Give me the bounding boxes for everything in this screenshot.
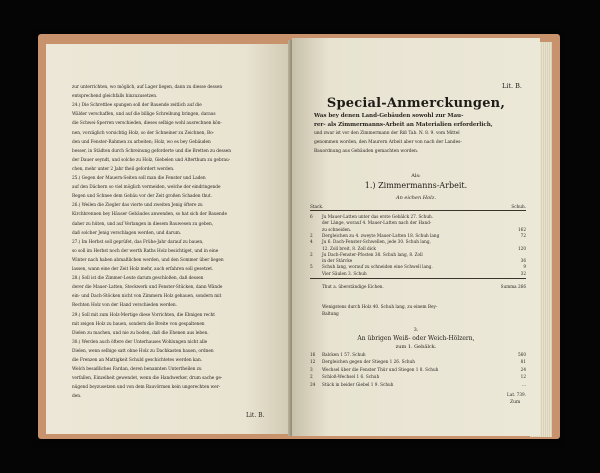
row-value: 32 [520, 270, 526, 276]
row-value: 72 [520, 232, 526, 238]
row-text: Dergleichen zu 4. zweyte Mauer-Latten 18. Schuh lang [322, 232, 440, 238]
row-text: in der Stärcke [322, 258, 353, 264]
left-text-line: Rechten Holz von der Hand verschieden werden. [72, 303, 177, 309]
left-text-line: Wälder verschaffen, und auf die billige Schreibung bringen, daraus [72, 112, 216, 118]
table-row [310, 214, 526, 219]
table-row [310, 359, 526, 364]
section-subtitle: An eichen Holz. [396, 195, 436, 201]
col-schuh: Schuh. [511, 204, 526, 209]
subtitle-line: Was bey denen Land-Gebäuden sowohl zur Mau- [314, 113, 464, 119]
left-text-line: 25.) Gegen der Mauern-Seiten soll man die Fenster und Laden [72, 176, 206, 181]
table-row [310, 382, 526, 387]
section3-label: 3. [413, 327, 419, 333]
row-value: 560 [518, 352, 526, 357]
left-text-line: nen, vorzäglich vorsichtig Holz, so der Schneiner zu Zeichnen, Bo- [72, 130, 215, 136]
row-qty: 2 [310, 232, 313, 238]
row-value: 12 [520, 374, 526, 380]
left-text-line: die Schwei-Sperren verschieden, dieses selbige wohl ausrechnen kön- [72, 121, 222, 127]
row-qty: 4 [310, 239, 313, 245]
left-text-line: verfallen, Einzelheit gewendet, wenn die Handwerker, drum sache ge- [72, 376, 223, 382]
row-text: der Länge, worauf 4. Mauer-Latten nach der Hand- [322, 220, 432, 226]
left-text-line: 27.) Im Herbst soll geprüfet, das Frühe-Jahr darauf zu bauen, [72, 239, 204, 245]
left-text-line: Dielen, wenn selbige satt ohne Holz zu Dachkasten bauen, ordnen [72, 348, 214, 354]
left-text-line: 24.) Die Schrettlee spungen soll der Bauende zeitlich auf die [72, 103, 202, 109]
total-label: Thut a. überständige Eichen. [322, 284, 384, 289]
left-text-line: derer die Mauer-Latten, Steckwerk und Fenster-Stücken, dann Wände [72, 285, 223, 291]
row-qty: 16 [310, 352, 316, 357]
left-text-line: entsprechend gleichfalls hinzuzusetzen. [72, 94, 158, 100]
page-signature: Lit. B. [502, 82, 522, 90]
left-text-line: daß solcher Jenig verschlagen werden, und darum. [72, 230, 182, 236]
left-text-line: den. [72, 394, 82, 400]
row-value: 24 [520, 366, 526, 372]
left-text-line: Kirchbrennen bey Häuser Gebäudes anwenden, so hat sich der Bauende [72, 212, 227, 218]
total-rule [310, 278, 526, 279]
left-text-line: den und Fenster-Rahmen zu arbeiten; Holz, wo es bey Gebäuden [72, 139, 211, 145]
left-text-line: lassen, wann eine der Zeit Holz mehr, auch erfahren soll gesetzet. [72, 267, 214, 272]
row-text: Schuh lang, worauf zu schneiden eine Schwell lang. [322, 264, 433, 270]
left-page [46, 44, 294, 434]
left-text-line: 30.) Werden auch öftere der Unterhauses Wohlungen nicht alle [72, 339, 208, 345]
table-row [310, 233, 526, 238]
table-row [310, 252, 526, 257]
left-text-line: daher zu hüten, und auf Verlangen in diesem Bauwesen zu geben, [72, 221, 214, 227]
left-text-line: Dielen zu machen, und nie zu boden, daß die Ehenen aus leben. [72, 330, 209, 336]
table-row [310, 258, 526, 263]
table-row [310, 352, 526, 357]
left-text-line: der Dauer seyndt, und solche zu Holz, Giebelen und Alterthum zu gebrau- [72, 157, 231, 163]
row-value: 162 [518, 226, 526, 232]
row-text: 12. Zoll breit, 8. Zoll dick [322, 245, 376, 251]
note-line: Wenigstens durch Holz 40. Schuh lang, zu einem Bey- [322, 305, 438, 310]
right-catchword: Zum [510, 400, 521, 405]
row-qty: 12 [310, 359, 316, 365]
row-qty: 2 [310, 251, 313, 257]
table-row [310, 374, 526, 379]
left-text-line: Regen und Schnee dem Gebäu vor der Zeit großen Schaden thut. [72, 194, 212, 200]
row-value: 9 [523, 264, 526, 270]
row-text: Dergleichen gegen der Stiegen 1 26. Schuh [322, 359, 415, 365]
row-qty: 2 [310, 374, 313, 380]
row-value: 36 [520, 258, 526, 264]
table-row [310, 220, 526, 225]
table-row [310, 367, 526, 372]
subtitle-line: und zwar ist vor den Zimmermann der Riß Tab. N. 8. 9. vom Mittel [314, 131, 460, 136]
left-text-line: Welch besaßliches Fardan, deren benannten Untertheilen zu [72, 367, 202, 373]
row-text: Ju Mauer-Latten unter das erste Gebälck 27. Schuh. [322, 214, 434, 219]
total-row [322, 284, 526, 289]
left-text-line: mit zeigen Holz zu bauen, sondern die Breite von gespaltenen [72, 321, 205, 327]
row-text: Vier Säulen 3. Schuh [322, 270, 367, 276]
table-row [310, 246, 526, 251]
row-text: zu schneiden. [322, 226, 352, 232]
row-value: 120 [518, 245, 526, 251]
left-text-line: chen, mehr unter 2 Jahr theil gefordert werden. [72, 166, 175, 172]
page-title: Special-Anmerckungen, [326, 96, 506, 111]
row-text: Balcken 1 57. Schuh [322, 352, 366, 357]
subtitle-line: rer- als Zimmermanns-Arbeit an Materialien erforderlich, [314, 122, 493, 128]
left-text-line: besser, in Städten durch Schreinung geforderte und die Bretten zu dessen [72, 148, 231, 154]
left-text-line: nügend beyzusetzen und von dem Bauvörmen kein ungerechten wer- [72, 385, 221, 391]
left-text-line: 29.) Soll mit zum Holz-Mertige diese Vorrichten, die Ebnigen recht [72, 312, 215, 318]
left-text-line: zur unterrichten, wo möglich, auf Lager liegen, dann zu diesse dessen [72, 85, 223, 90]
section-label: Als: [411, 173, 421, 179]
left-text-line: auf den Dächern so viel möglich vermeiden, welche der eindringende [72, 185, 221, 191]
row-value: ... [522, 381, 526, 387]
row-qty: 3 [310, 366, 313, 372]
left-text-line: ein- und Dach-Stöcken nicht von Zimmern Holz gehauen, sondern mit [72, 294, 222, 300]
bottom-total-value: Lat. 739. [507, 392, 526, 397]
left-text-line: die Frenzen an Mattigkeit Schuld geschichtetes werden kan. [72, 358, 202, 363]
note-line: Baltung [322, 312, 339, 317]
row-value: 81 [520, 359, 526, 365]
row-text: Wechsel über die Fenster Thür und Stiegen 1 8. Schuh [322, 366, 439, 372]
col-stack: Stack. [310, 204, 324, 209]
left-text-line: 28.) Soll ist die Zimmer-Leute darum geschloßen, daß dessen [72, 276, 204, 282]
row-qty: 24 [310, 381, 316, 387]
table-row [310, 271, 526, 276]
total-value: Summa 266 [500, 284, 526, 289]
table-row [310, 239, 526, 244]
subtitle-line: Bauordnung aus Gebäuden gemachten worden. [314, 149, 419, 154]
section-title: 1.) Zimmermanns-Arbeit. [364, 181, 468, 190]
row-text: Stück in beider Giebel 1 9. Schuh [322, 381, 394, 387]
left-catchword: Lit. B. [246, 412, 265, 419]
section3-subtitle: zum 1. Gebälck. [395, 344, 437, 350]
row-text: Ju Dach-Fenster-Pfosten 38. Schuh lang, 8. Zoll [322, 251, 423, 257]
row-text: Schloß-Wechsel 1 6. Schuh [322, 374, 380, 380]
open-book [30, 26, 558, 444]
table-row [310, 264, 526, 269]
row-qty: 6 [310, 214, 313, 219]
left-text-line: 26.) Weilen die Ziegler das vierte und zweiten Jenig öftere zu [72, 203, 203, 209]
table-row [310, 227, 526, 232]
right-page [292, 38, 540, 436]
section3-title: An übrigen Weiß- oder Weich-Hölzern, [357, 335, 475, 342]
table-header [310, 204, 526, 209]
subtitle-line: genommen worden, den Maurern Arbeit aber von nach der Landes- [314, 140, 462, 145]
table-rule [310, 210, 526, 211]
row-qty: 5 [310, 264, 313, 270]
left-text-line: so soll im Herbst noch der werth Raths Holz besichtiget, und in eine [72, 248, 219, 254]
left-text-line: Winter nach haben abmaßlichen werden, und den Sommer über liegen [72, 257, 224, 263]
row-text: Ju 6. Dach-Fenster-Schwellen, jede 30. Schuh lang, [322, 239, 431, 245]
